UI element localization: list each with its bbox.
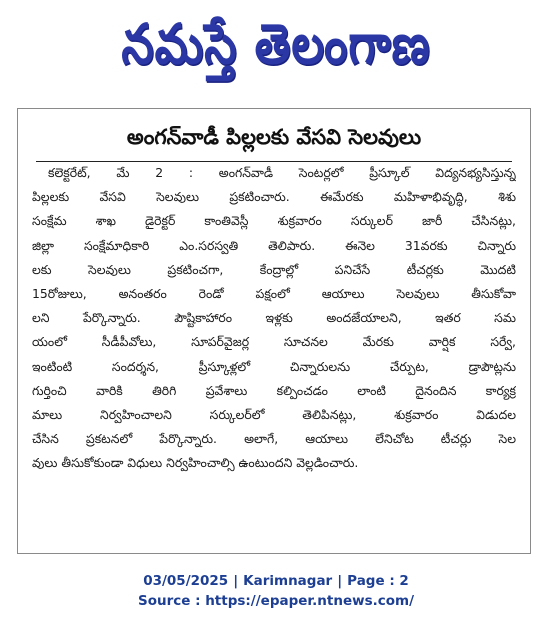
article-line: ఇంటింటి సందర్శన, ప్రీస్కూళ్లలో చిన్నారులను చేర్పుట, డ్రాపౌట్లను: [32, 358, 516, 374]
article-line: చేసిన ప్రకటనలో పేర్కొన్నారు. అలాగే, ఆయాలు లేనిచోట టీచర్లు సెల: [32, 431, 516, 447]
article-line: కలెక్టరేట్, మే 2 : అంగన్‌వాడీ సెంటర్లలో ప్రీస్కూల్ విద్యనభ్యసిస్తున్న: [48, 165, 516, 180]
article-line: పిల్లలకు వేసవి సెలవులు ప్రకటించారు. ఈమేరకు మహిళాభివృద్ధి, శిశు: [32, 189, 516, 205]
masthead: [0, 0, 552, 88]
article-body: [32, 161, 516, 475]
edition-location: Karimnagar: [243, 573, 333, 589]
edition-date: 03/05/2025: [143, 573, 229, 589]
article-line: 15రోజులు, అనంతరం రెండో పక్షంలో ఆయాలు సెలవులు తీసుకోవా: [32, 285, 516, 301]
edition-page: Page : 2: [347, 573, 409, 589]
article-line: లకు సెలవులు ప్రకటించగా, కేంద్రాల్లో పనిచేసే టీచర్లకు మొదటి: [32, 261, 516, 277]
article-line: సంక్షేమ శాఖ డైరెక్టర్ కాంతివెస్లీ శుక్రవారం సర్కులర్ జారీ చేసినట్లు,: [32, 213, 516, 229]
article-headline: అంగన్‌వాడీ పిల్లలకు వేసవి సెలవులు: [126, 125, 422, 149]
article-line: వులు తీసుకోకుండా విధులు నిర్వహించాల్సి ఉంటుందని వెల్లడించారు.: [32, 455, 359, 471]
edition-info: [0, 571, 552, 591]
article-line: జిల్లా సంక్షేమాధికారి ఎం.సరస్వతి తెలిపారు. ఈనెల 31వరకు చిన్నారు: [32, 237, 516, 253]
source-link: Source : https://epaper.ntnews.com/: [137, 593, 415, 609]
article-line: లని పేర్కొన్నారు. పౌష్టికాహారం ఇళ్లకు అందజేయాలని, ఇతర సమ: [32, 310, 516, 326]
footer-separator: |: [337, 573, 343, 589]
clipping-footer: [0, 571, 552, 611]
article-clipping: [17, 108, 531, 554]
article-line: గుర్తించి వారికి తిరిగి ప్రవేశాలు కల్పించడం లాంటి దైనందిన కార్యక్ర: [32, 382, 516, 398]
newspaper-logo: నమస్తే తెలంగాణ: [121, 11, 431, 77]
footer-separator: |: [233, 573, 239, 589]
article-line: యంలో సీడీపీవోలు, సూపర్‌వైజర్ల సూచనల మేరకు వార్షిక సర్వే,: [32, 334, 516, 350]
article-line: మాలు నిర్వహించాలని సర్కులర్‌లో తెలిపినట్లు, శుక్రవారం విడుదల: [32, 406, 516, 422]
